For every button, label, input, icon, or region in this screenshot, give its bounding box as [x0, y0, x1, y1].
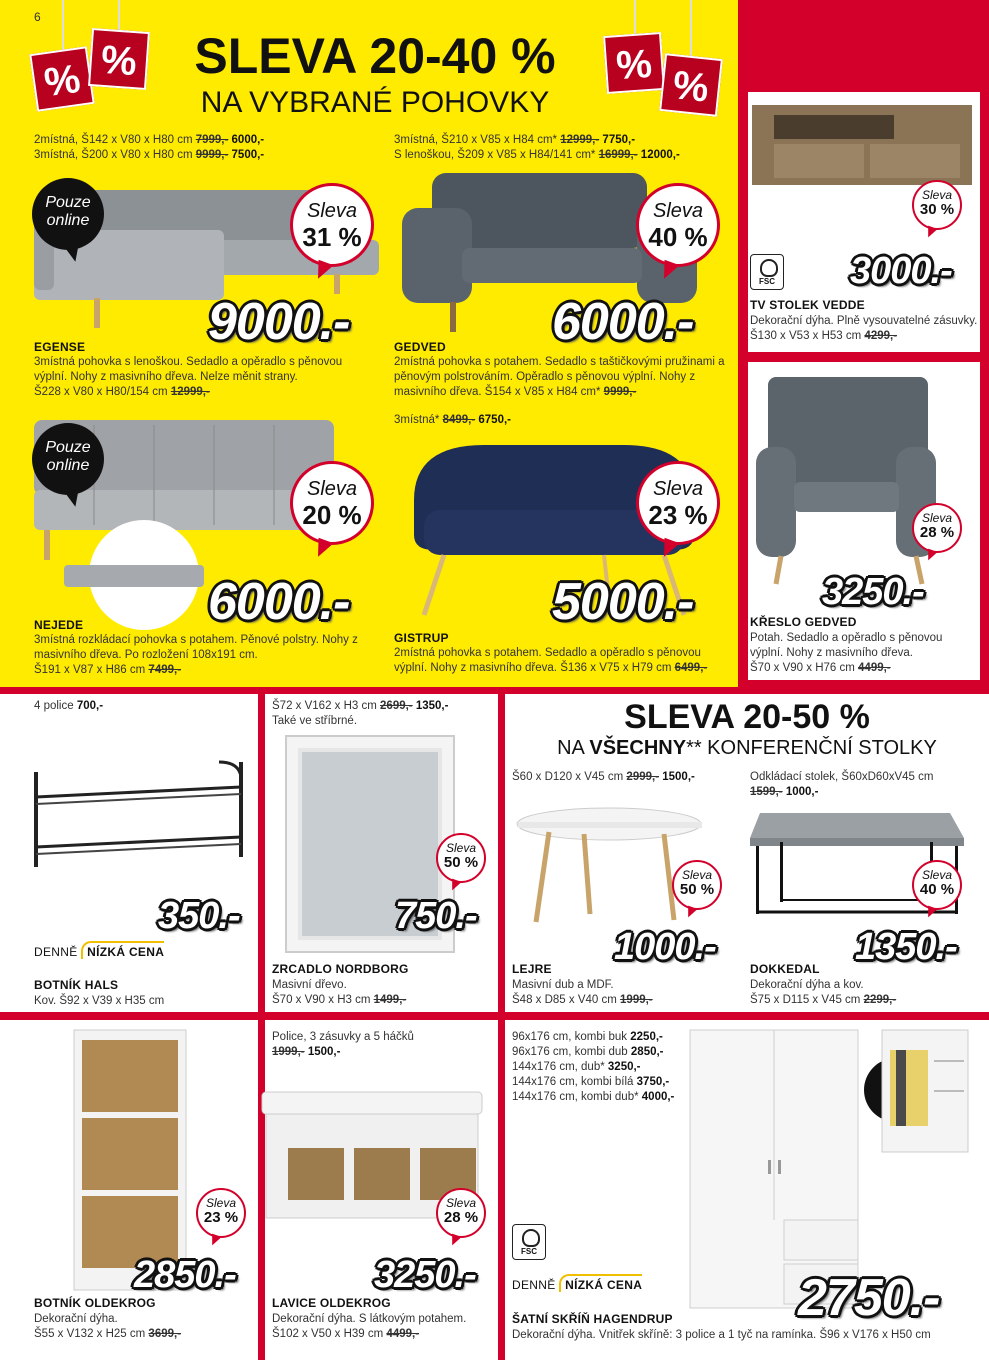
- tables-subtitle: NA VŠECHNY** KONFERENČNÍ STOLKY: [557, 737, 937, 759]
- lejre-desc: Masivní dub a MDF. Š48 x D85 x V40 cm 1999,-: [512, 979, 653, 1006]
- lejre-name: LEJRE: [512, 962, 552, 976]
- nordborg-discount-badge: Sleva 50 %: [436, 833, 486, 883]
- kreslo-price: 3250.-: [822, 571, 924, 613]
- hagendrup-name: ŠATNÍ SKŘÍŇ HAGENDRUP: [512, 1312, 673, 1326]
- nordborg-name: ZRCADLO NORDBORG: [272, 962, 409, 976]
- kreslo-chair-image: [756, 372, 940, 587]
- gistrup-desc: 2místná pohovka s potahem. Sedadlo a opěradlo s pěnovou výplní. Nohy z masivního dřeva. Š136 x V75 x H79 cm 6499,-: [394, 647, 708, 674]
- variant-row: 144x176 cm, kombi bílá 3750,-: [512, 1076, 670, 1088]
- gedved-variants: [394, 133, 680, 163]
- lavice-discount-badge: Sleva 28 %: [436, 1188, 486, 1238]
- lejre-table-image: [514, 806, 704, 926]
- lejre-variant: Š60 x D120 x V45 cm 2999,- 1500,-: [512, 771, 695, 783]
- kreslo-name: KŘESLO GEDVED: [750, 615, 857, 629]
- nordborg-variant: Š72 x V162 x H3 cm 2699,- 1350,- Také ve stříbrné.: [272, 700, 449, 727]
- nejede-price: 6000.-: [208, 573, 350, 631]
- lavice-desc: Dekorační dýha. S látkovým potahem. Š102 x V50 x H39 cm 4499,-: [272, 1313, 467, 1340]
- lavice-price: 3250.-: [374, 1254, 476, 1296]
- nejede-discount-badge: Sleva 20 %: [290, 461, 374, 545]
- egense-variants: [34, 133, 264, 163]
- header-subtitle: NA VYBRANÉ POHOVKY: [200, 86, 550, 119]
- fsc-logo: FSC: [750, 254, 784, 290]
- variant-row: 2místná, Š142 x V80 x H80 cm 7999,- 6000,-: [34, 134, 265, 146]
- gedved-name: GEDVED: [394, 340, 446, 354]
- hals-rack-image: [34, 762, 248, 872]
- variant-row: 144x176 cm, kombi dub* 4000,-: [512, 1091, 675, 1103]
- percent-tag: %: [603, 32, 665, 94]
- gistrup-discount-badge: Sleva 23 %: [636, 461, 720, 545]
- botnik-oldekrog-desc: Dekorační dýha. Š55 x V132 x H25 cm 3699,-: [34, 1313, 182, 1340]
- variant-row: 144x176 cm, dub* 3250,-: [512, 1061, 641, 1073]
- hals-low-price-logo: DENNĚ NÍZKÁ CENA: [34, 945, 164, 959]
- hagendrup-variants: [512, 1030, 674, 1105]
- botnik-oldekrog-image: [74, 1030, 188, 1292]
- nejede-online-badge: Pouze online: [32, 423, 104, 495]
- hagendrup-desc: Dekorační dýha. Vnitřek skříně: 3 police a 1 tyč na ramínka. Š96 x V176 x H50 cm: [512, 1329, 931, 1341]
- tag-string: [62, 0, 64, 50]
- tables-title: SLEVA 20-50 %: [624, 698, 870, 736]
- lejre-price: 1000.-: [614, 926, 716, 968]
- egense-name: EGENSE: [34, 340, 86, 354]
- dokkedal-variant: Odkládací stolek, Š60xD60xV45 cm 1599,- 1000,-: [750, 771, 934, 798]
- hagendrup-interior-image: [866, 1030, 970, 1154]
- tag-string: [118, 0, 120, 30]
- gedved-desc: 2místná pohovka s potahem. Sedadlo s taštičkovými pružinami a pěnovým polstrováním. Opěradlo s pěnovou výplní. Nohy z masivního dřeva. Š154 x V85 x H84 cm* 9999,-: [394, 356, 725, 398]
- vedde-name: TV STOLEK VEDDE: [750, 298, 865, 312]
- vedde-discount-badge: Sleva 30 %: [912, 180, 962, 230]
- page-number: 6: [34, 10, 41, 24]
- vedde-table-image: [752, 100, 976, 190]
- variant-row: 96x176 cm, kombi dub 2850,-: [512, 1046, 664, 1058]
- nejede-name: NEJEDE: [34, 618, 84, 632]
- dokkedal-price: 1350.-: [855, 926, 957, 968]
- tag-string: [634, 0, 636, 34]
- egense-price: 9000.-: [208, 293, 350, 351]
- hals-name: BOTNÍK HALS: [34, 978, 119, 992]
- percent-tag: %: [29, 46, 95, 112]
- hagendrup-price: 2750.-: [798, 1269, 940, 1327]
- variant-row: 3místná, Š210 x V85 x H84 cm* 12999,- 7750,-: [394, 134, 636, 146]
- vedde-desc: Dekorační dýha. Plně vysouvatelné zásuvky. Š130 x V53 x H53 cm 4299,-: [750, 315, 978, 342]
- nordborg-price: 750.-: [395, 895, 477, 937]
- lejre-discount-badge: Sleva 50 %: [672, 860, 722, 910]
- lavice-variant: Police, 3 zásuvky a 5 háčků 1999,- 1500,-: [272, 1031, 414, 1058]
- botnik-oldekrog-price: 2850.-: [134, 1254, 236, 1296]
- percent-tag: %: [88, 28, 150, 90]
- variant-row: 96x176 cm, kombi buk 2250,-: [512, 1031, 663, 1043]
- hals-desc: Kov. Š92 x V39 x H35 cm: [34, 995, 165, 1007]
- variant-row: S lenoškou, Š209 x V85 x H84/141 cm* 16999,- 12000,-: [394, 149, 680, 161]
- hals-price: 350.-: [158, 895, 240, 937]
- header-title: SLEVA 20-40 %: [194, 28, 556, 84]
- egense-discount-badge: Sleva 31 %: [290, 183, 374, 267]
- lavice-name: LAVICE OLDEKROG: [272, 1296, 391, 1310]
- egense-desc: 3místná pohovka s lenoškou. Sedadlo a opěradlo s pěnovou výplní. Nohy z masivního dřeva. Nelze měnit strany. Š228 x V80 x H80/154 cm 12999,-: [34, 356, 343, 398]
- nordborg-desc: Masivní dřevo. Š70 x V90 x H3 cm 1499,-: [272, 979, 407, 1006]
- fsc-logo: FSC: [512, 1224, 546, 1260]
- gedved-discount-badge: Sleva 40 %: [636, 183, 720, 267]
- dokkedal-discount-badge: Sleva 40 %: [912, 860, 962, 910]
- botnik-oldekrog-discount-badge: Sleva 23 %: [196, 1188, 246, 1238]
- vedde-price: 3000.-: [850, 250, 952, 292]
- dokkedal-name: DOKKEDAL: [750, 962, 820, 976]
- kreslo-discount-badge: Sleva 28 %: [912, 503, 962, 553]
- percent-tag: %: [659, 53, 723, 117]
- kreslo-desc: Potah. Sedadlo a opěradlo s pěnovou výplní. Nohy z masivního dřeva. Š70 x V90 x H76 cm 4499,-: [750, 632, 943, 674]
- gedved-price: 6000.-: [552, 293, 694, 351]
- dokkedal-desc: Dekorační dýha a kov. Š75 x D115 x V45 cm 2299,-: [750, 979, 897, 1006]
- gistrup-name: GISTRUP: [394, 631, 449, 645]
- hagendrup-low-price-logo: DENNĚ NÍZKÁ CENA: [512, 1278, 642, 1292]
- hals-variant: 4 police 700,-: [34, 700, 104, 712]
- gistrup-price: 5000.-: [552, 573, 694, 631]
- nejede-desc: 3místná rozkládací pohovka s potahem. Pěnové polstry. Nohy z masivního dřeva. Po rozložení 108x191 cm. Š191 x V87 x H86 cm 7499,-: [34, 634, 358, 676]
- egense-online-badge: Pouze online: [32, 178, 104, 250]
- botnik-oldekrog-name: BOTNÍK OLDEKROG: [34, 1296, 156, 1310]
- variant-row: 3místná, Š200 x V80 x H80 cm 9999,- 7500,-: [34, 149, 265, 161]
- gistrup-variant: 3místná* 8499,- 6750,-: [394, 414, 511, 426]
- tag-string: [690, 0, 692, 56]
